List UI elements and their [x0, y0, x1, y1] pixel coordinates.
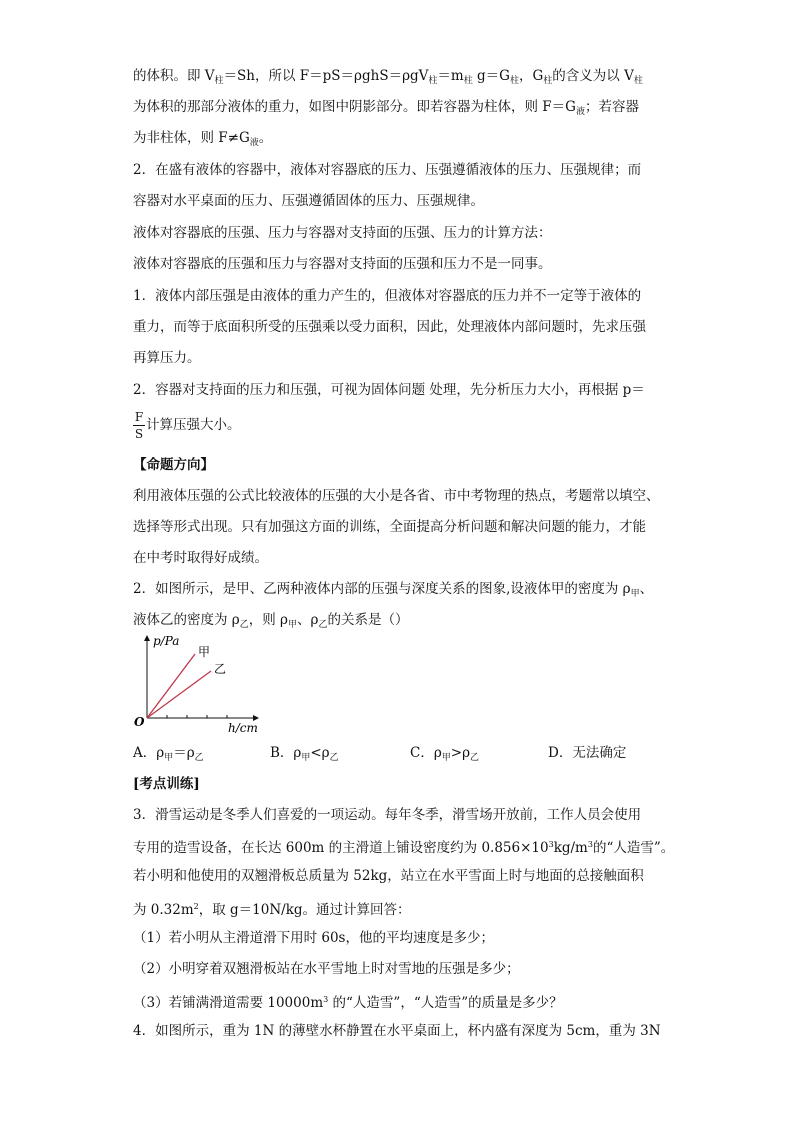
text-line: 为体积的那部分液体的重力，如图中阴影部分。即若容器为柱体，则 $F=G_液$；若容器	[133, 99, 639, 117]
option-c[interactable]: C．$\rho_甲>\rho_乙$	[410, 745, 480, 763]
series-line-yi	[147, 671, 211, 718]
pressure-depth-chart	[128, 630, 268, 735]
series-label-yi: 乙	[214, 662, 227, 676]
text-line: 在中考时取得好成绩。	[133, 550, 268, 566]
text-line: 1．液体内部压强是由液体的重力产生的，但液体对容器底的压力并不一定等于液体的	[133, 288, 642, 304]
text-line: 再算压力。	[133, 350, 201, 366]
sub-question: （3）若铺满滑道需要 $10000m^3$ 的“人造雪”，“人造雪”的质量是多少？	[133, 995, 563, 1011]
fraction-bar	[133, 425, 145, 426]
text-line: 的体积。即 $V_柱=Sh$，所以 $F=pS=\rho ghS=\rho gV_柱=m_柱$ $g=G_柱$，$G_柱$的含义为以 $V_柱$	[133, 68, 643, 86]
question-text: 若小明和他使用的双翘滑板总质量为 52kg，站立在水平雪面上时与地面的总接触面积	[133, 868, 644, 884]
origin-label: O	[134, 715, 145, 729]
section-heading: [考点训练]	[133, 776, 200, 792]
option-d[interactable]: D．无法确定	[548, 745, 627, 761]
sub-question: （2）小明穿着双翘滑板站在水平雪地上时对雪地的压强是多少；	[133, 961, 520, 977]
fraction-denominator: S	[134, 427, 144, 441]
question-text: 液体乙的密度为 $\rho_乙$，则 $\rho_甲$、$\rho_乙$的关系是（）	[133, 612, 409, 630]
fraction-numerator: F	[134, 410, 144, 424]
text-line: 计算压强大小。	[146, 417, 241, 433]
series-label-jia: 甲	[198, 645, 211, 659]
question-text: 专用的造雪设备，在长达 600m 的主滑道上铺设密度约为 $0.856\times 10^3kg/m^3$的“人造雪”。	[133, 840, 675, 856]
y-axis-label: p/Pa	[153, 634, 180, 648]
x-axis-label: h/cm	[228, 721, 258, 735]
question-text: 2．如图所示，是甲、乙两种液体内部的压强与深度关系的图象,设液体甲的密度为 $\rho_甲$、	[133, 581, 654, 599]
text-line: 利用液体压强的公式比较液体的压强的大小是各省、市中考物理的热点，考题常以填空、	[133, 488, 660, 504]
question-text: 为 $0.32m^2$，取 g＝10N/kg。通过计算回答：	[133, 902, 411, 918]
option-b[interactable]: B．$\rho_甲<\rho_乙$	[270, 745, 339, 763]
text-line: 液体对容器底的压强和压力与容器对支持面的压强和压力不是一同事。	[133, 256, 552, 272]
section-heading: 【命题方向】	[133, 457, 214, 473]
fraction-f-over-s	[133, 410, 145, 441]
question-text: 3．滑雪运动是冬季人们喜爱的一项运动。每年冬季，滑雪场开放前，工作人员会使用	[133, 807, 642, 823]
text-line: 容器对水平桌面的压力、压强遵循固体的压力、压强规律。	[133, 193, 484, 209]
text-line: 2．容器对支持面的压力和压强，可视为固体问题 处理，先分析压力大小，再根据 p＝	[133, 382, 645, 398]
text-line: 为非柱体，则 $F\ne G_液$。	[133, 130, 273, 148]
sub-question: （1）若小明从主滑道滑下用时 60s，他的平均速度是多少；	[133, 930, 494, 946]
option-a[interactable]: A．$\rho_甲=\rho_乙$	[133, 745, 204, 763]
question-text: 4．如图所示，重为 1N 的薄壁水杯静置在水平桌面上，杯内盛有深度为 5cm，重为 3N	[133, 1023, 661, 1039]
text-line: 选择等形式出现。只有加强这方面的训练，全面提高分析问题和解决问题的能力，才能	[133, 519, 646, 535]
text-line: 2．在盛有液体的容器中，液体对容器底的压力、压强遵循液体的压力、压强规律；而	[133, 162, 642, 178]
series-line-jia	[147, 654, 195, 718]
text-line: 液体对容器底的压强、压力与容器对支持面的压强、压力的计算方法：	[133, 225, 552, 241]
text-line: 重力，而等于底面积所受的压强乘以受力面积，因此，处理液体内部问题时，先求压强	[133, 319, 646, 335]
